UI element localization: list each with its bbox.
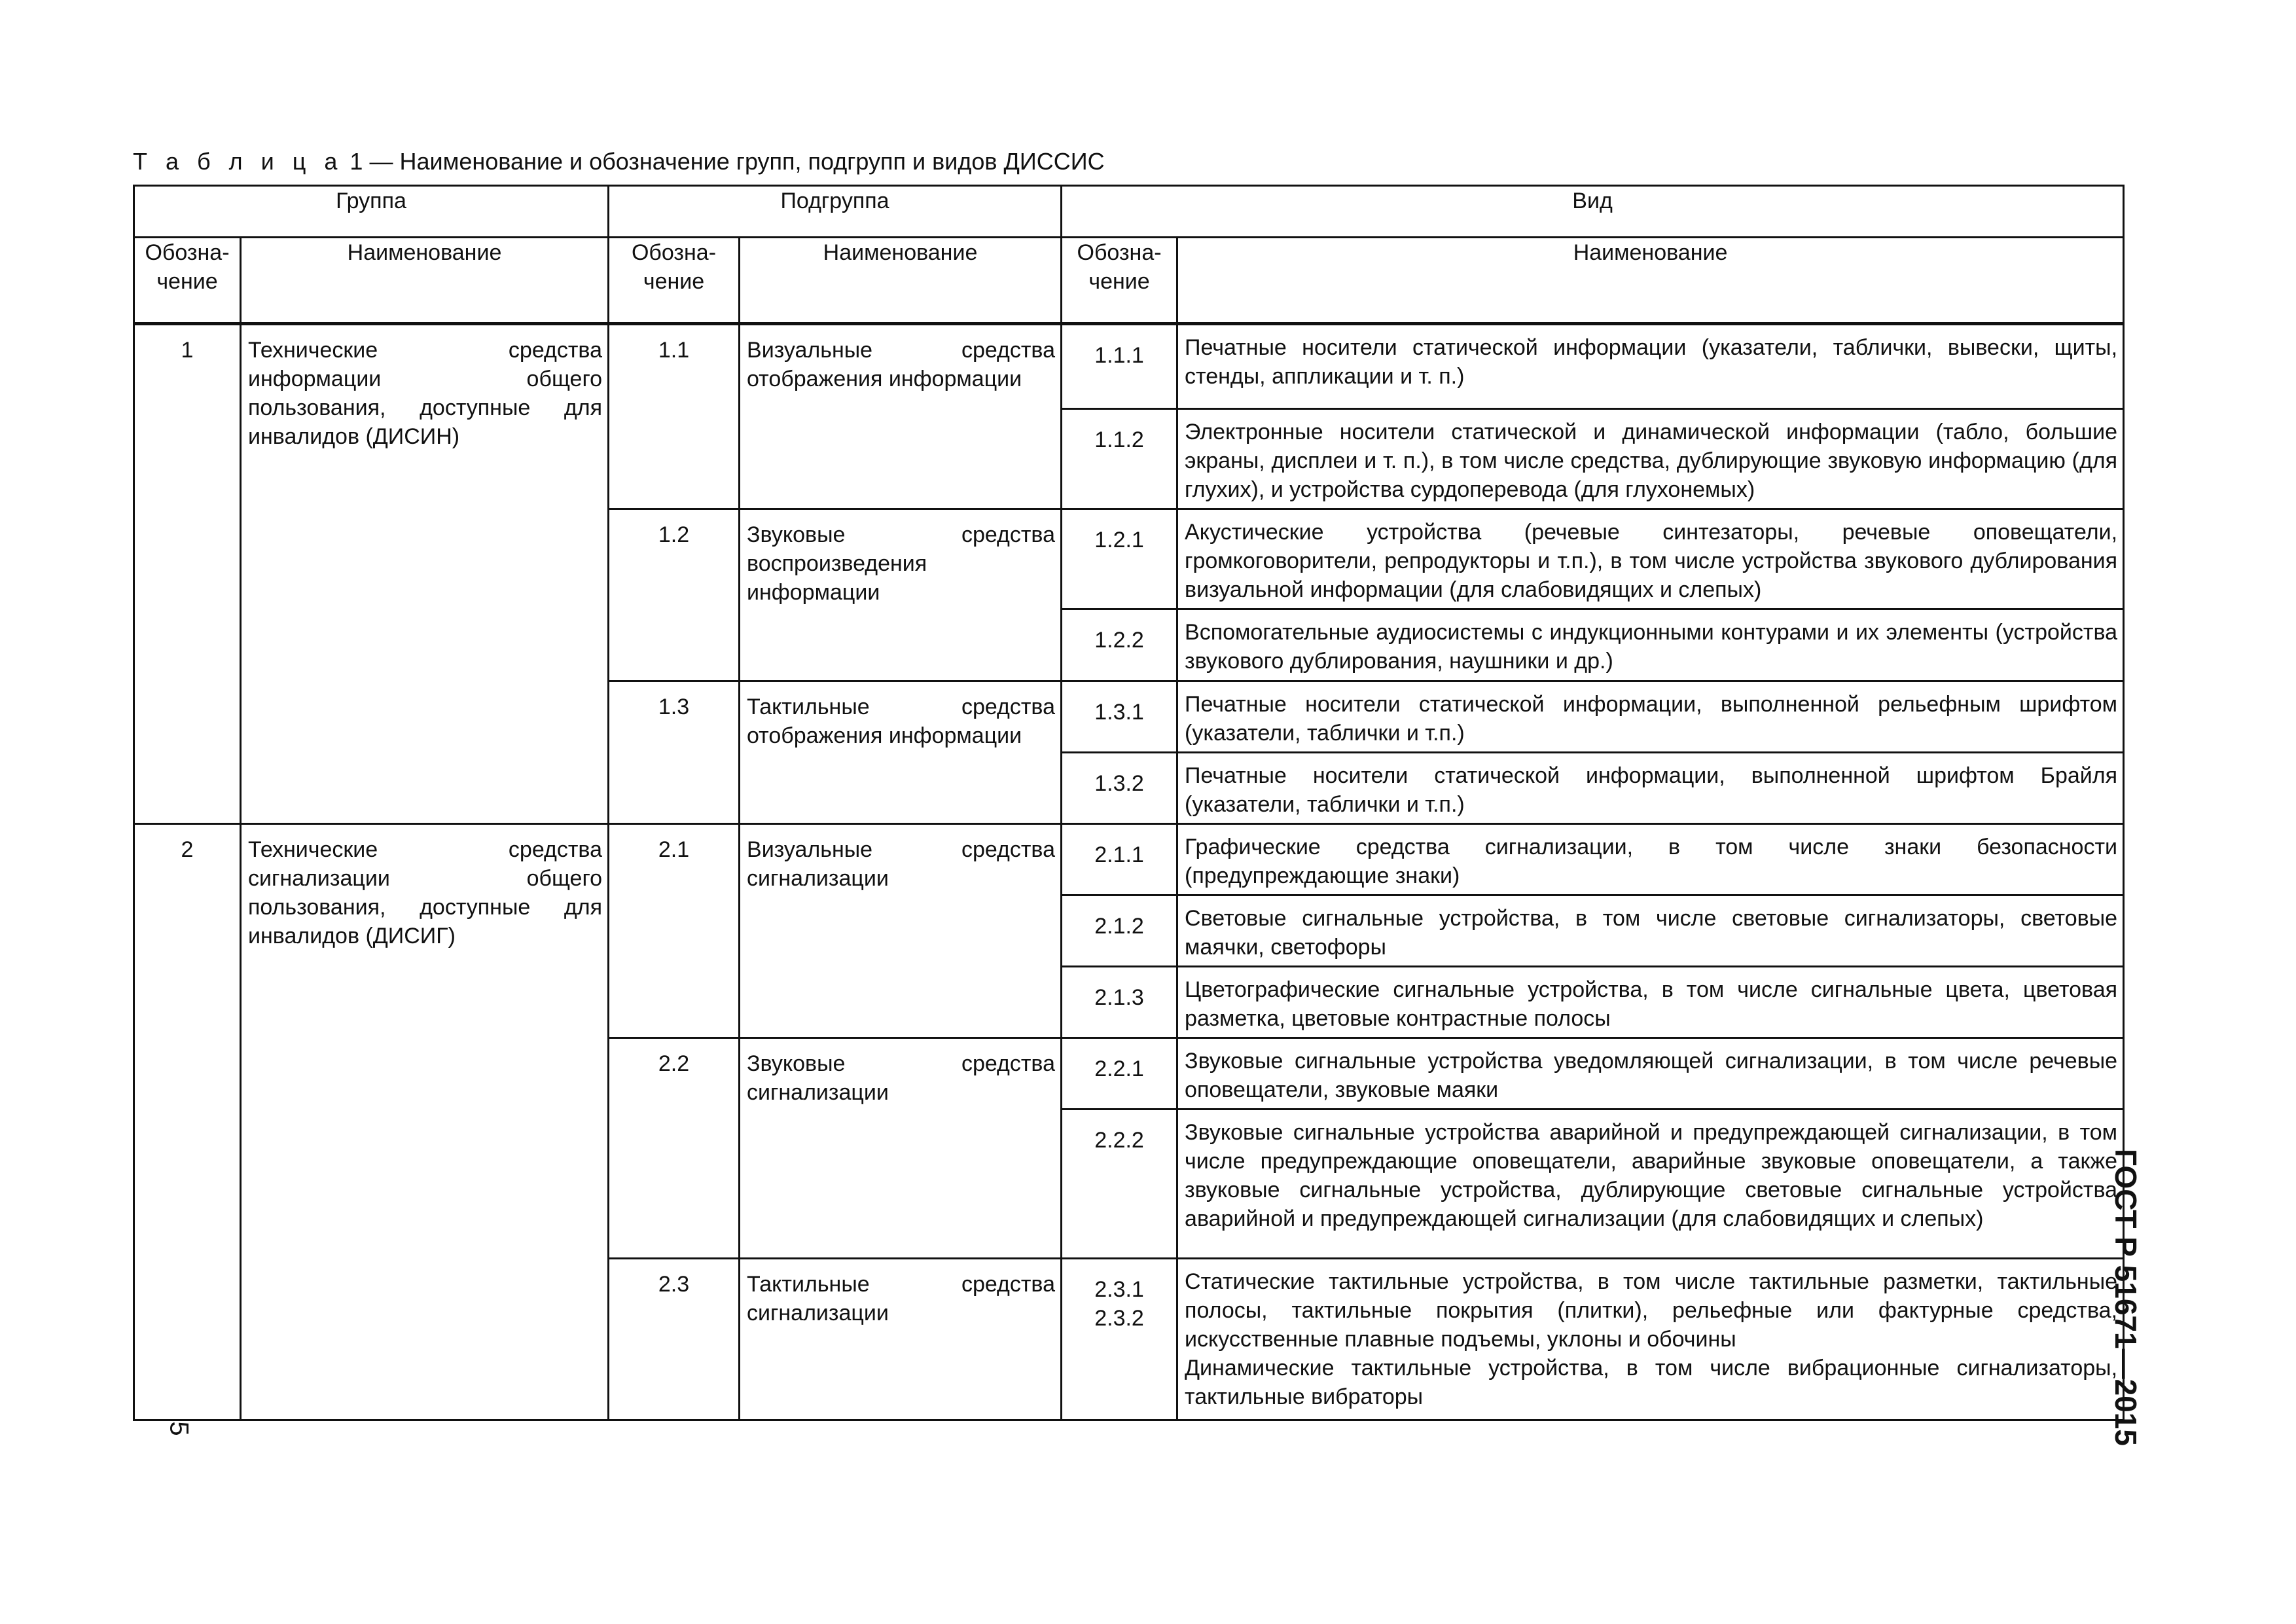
kind-code: 1.3.2 bbox=[1062, 753, 1177, 824]
header-subgroup: Подгруппа bbox=[609, 186, 1062, 238]
kind-code-pair bbox=[1062, 1259, 1177, 1420]
header-designation-text: Обозна- чение bbox=[145, 240, 230, 294]
group-name: Технические средства сигнализации общего пользования, доступные для инвалидов (ДИСИГ) bbox=[241, 824, 609, 1420]
subgroup-code: 1.3 bbox=[609, 681, 740, 824]
kind-code: 1.2.1 bbox=[1062, 509, 1177, 609]
kind-name-pair bbox=[1177, 1259, 2124, 1420]
subgroup-name: Тактильные средства отображения информации bbox=[740, 681, 1062, 824]
subgroup-code: 2.2 bbox=[609, 1038, 740, 1259]
subgroup-name: Тактильные средства сигнализации bbox=[740, 1259, 1062, 1420]
kind-code: 1.1.2 bbox=[1062, 409, 1177, 509]
header-kind: Вид bbox=[1062, 186, 2124, 238]
kind-name: Печатные носители статической информации, выполненной рельефным шрифтом (указатели, таблички и т.п.) bbox=[1177, 681, 2124, 753]
header-designation-text: Обозна- чение bbox=[1077, 240, 1162, 294]
kind-name: Статические тактильные устройства, в том числе тактильные разметки, тактильные полосы, тактильные покрытия (плитки), рельефные или фактурные средства, искусственные плавные подъемы, уклоны и обочины bbox=[1185, 1269, 2118, 1352]
kind-name: Динамические тактильные устройства, в том числе вибрационные сигнализаторы, тактильные вибраторы bbox=[1185, 1356, 2118, 1409]
header-subgroup-name: Наименование bbox=[740, 238, 1062, 324]
kind-code: 2.1.1 bbox=[1062, 824, 1177, 895]
kind-code: 2.3.1 bbox=[1094, 1277, 1144, 1302]
kind-name: Звуковые сигнальные устройства уведомляющей сигнализации, в том числе речевые оповещатели, звуковые маяки bbox=[1177, 1038, 2124, 1110]
kind-name: Электронные носители статической и динамической информации (табло, большие экраны, дисплеи и т. п.), в том числе средства, дублирующие звуковую информацию (для глухих), и устройства сурдоперевода (для глухонемых) bbox=[1177, 409, 2124, 509]
table-caption-text: — Наименование и обозначение групп, подгрупп и видов ДИССИС bbox=[369, 148, 1105, 175]
kind-name: Звуковые сигнальные устройства аварийной и предупреждающей сигнализации, в том числе предупреждающие оповещатели, аварийные звуковые оповещатели, а также звуковые сигнальные устройства, дублирующие световые сигнальные устройства аварийной и предупреждающей сигнализации (для слабовидящих и слепых) bbox=[1177, 1110, 2124, 1259]
header-group-designation bbox=[134, 238, 241, 324]
classification-table bbox=[133, 185, 2125, 1421]
header-kind-designation bbox=[1062, 238, 1177, 324]
kind-code: 1.3.1 bbox=[1062, 681, 1177, 753]
kind-name: Световые сигнальные устройства, в том числе световые сигнализаторы, световые маячки, светофоры bbox=[1177, 895, 2124, 967]
kind-name: Цветографические сигнальные устройства, в том числе сигнальные цвета, цветовая разметка, цветовые контрастные полосы bbox=[1177, 967, 2124, 1038]
header-kind-name: Наименование bbox=[1177, 238, 2124, 324]
table-caption-number: 1 bbox=[350, 148, 363, 175]
group-name: Технические средства информации общего пользования, доступные для инвалидов (ДИСИН) bbox=[241, 324, 609, 824]
table-caption bbox=[133, 145, 1105, 178]
kind-code: 2.1.2 bbox=[1062, 895, 1177, 967]
kind-name: Акустические устройства (речевые синтезаторы, речевые оповещатели, громкоговорители, репродукторы и т.п.), в том числе устройства звукового дублирования визуальной информации (для слабовидящих и слепых) bbox=[1177, 509, 2124, 609]
subgroup-name: Звуковые средства воспроизведения информации bbox=[740, 509, 1062, 681]
group-code: 2 bbox=[134, 824, 241, 1420]
subgroup-name: Визуальные средства отображения информации bbox=[740, 324, 1062, 509]
header-designation-text: Обозна- чение bbox=[631, 240, 717, 294]
kind-code: 2.1.3 bbox=[1062, 967, 1177, 1038]
document-standard-title: ГОСТ Р 51671—2015 bbox=[2109, 1149, 2143, 1446]
kind-code: 2.2.1 bbox=[1062, 1038, 1177, 1110]
kind-name: Печатные носители статической информации (указатели, таблички, вывески, щиты, стенды, аппликации и т. п.) bbox=[1177, 324, 2124, 409]
kind-code: 1.1.1 bbox=[1062, 324, 1177, 409]
kind-code: 1.2.2 bbox=[1062, 609, 1177, 681]
subgroup-code: 2.1 bbox=[609, 824, 740, 1038]
table-row bbox=[134, 324, 2124, 409]
subgroup-code: 2.3 bbox=[609, 1259, 740, 1420]
group-code: 1 bbox=[134, 324, 241, 824]
header-subgroup-designation bbox=[609, 238, 740, 324]
subgroup-code: 1.1 bbox=[609, 324, 740, 509]
subgroup-name: Звуковые средства сигнализации bbox=[740, 1038, 1062, 1259]
subgroup-code: 1.2 bbox=[609, 509, 740, 681]
kind-name: Печатные носители статической информации, выполненной шрифтом Брайля (указатели, таблички и т.п.) bbox=[1177, 753, 2124, 824]
table-row bbox=[134, 824, 2124, 895]
header-group: Группа bbox=[134, 186, 609, 238]
subgroup-name: Визуальные средства сигнализации bbox=[740, 824, 1062, 1038]
kind-name: Графические средства сигнализации, в том числе знаки безопасности (предупреждающие знаки) bbox=[1177, 824, 2124, 895]
kind-code: 2.2.2 bbox=[1062, 1110, 1177, 1259]
kind-name: Вспомогательные аудиосистемы с индукционными контурами и их элементы (устройства звукового дублирования, наушники и др.) bbox=[1177, 609, 2124, 681]
header-group-name: Наименование bbox=[241, 238, 609, 324]
page-number: 5 bbox=[164, 1421, 194, 1436]
kind-code: 2.3.2 bbox=[1094, 1306, 1144, 1331]
table-caption-label: Т а б л и ц а bbox=[133, 148, 344, 175]
